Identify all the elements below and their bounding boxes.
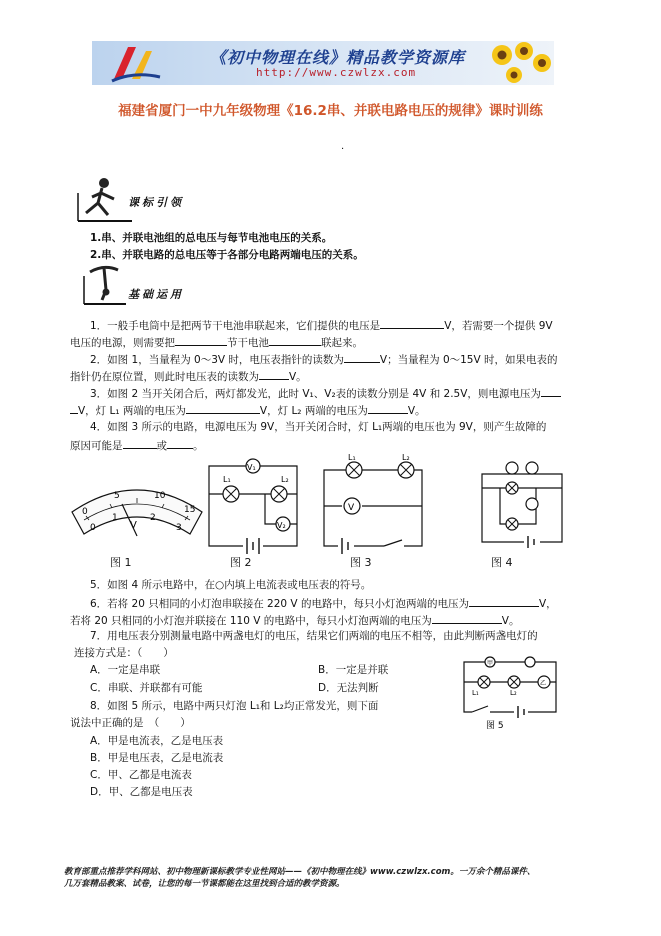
meter-jia-label: 甲 [487, 660, 494, 667]
tick-label: 2 [150, 513, 156, 523]
answer-blank[interactable] [344, 352, 380, 363]
banner-url: http://www.czwlzx.com [256, 66, 417, 79]
footer-line-1: 教育部重点推荐学科网站、初中物理新课标教学专业性网站——《初中物理在线》www.czwlzx.com。一万余个精品课件、 [64, 867, 536, 877]
question-4-line-1: 4．如图 3 所示的电路，电源电压为 9V，当开关闭合时，灯 L₁两端的电压也为 9V，则产生故障的 [90, 421, 547, 433]
question-3-line-1: 3．如图 2 当开关闭合后，两灯都发光，此时 V₁、V₂表的读数分别是 4V 和 2.5V，则电源电压为 [90, 386, 561, 401]
answer-blank[interactable] [167, 438, 193, 449]
meter-yi-label: 乙 [540, 680, 547, 687]
tick-label: 10 [154, 491, 166, 501]
battery-icon [524, 536, 540, 548]
tick-label: 15 [184, 505, 196, 515]
question-8-option-b: B．甲是电压表，乙是电流表 [90, 752, 224, 764]
answer-blank[interactable] [123, 438, 157, 449]
figure-2-caption: 图 2 [230, 556, 252, 569]
gymnast-icon [82, 260, 128, 308]
figure-3-circuit [318, 453, 428, 554]
switch-icon [472, 706, 490, 716]
question-2-line-1: 2．如图 1，当量程为 0～3V 时，电压表指针的读数为 V；当量程为 0～15V 时，如果电表的 [90, 354, 558, 366]
question-6-line-2: 若将 20 只相同的小灯泡并联接在 110 V 的电路中，每只小灯泡两端的电压为 V。 [70, 615, 520, 627]
tick-label: 5 [114, 491, 120, 501]
document-title: 福建省厦门一中九年级物理《16.2串、并联电路电压的规律》课时训练 [118, 103, 543, 119]
figure-1-caption: 图 1 [110, 556, 132, 569]
answer-blank[interactable] [70, 403, 78, 414]
lamp-l1-label: L₁ [223, 475, 231, 484]
question-4-line-2: 原因可能是 或 。 [70, 440, 204, 452]
meter-unit: V [130, 520, 137, 531]
question-7-line-2: 连接方式是：（ ） [74, 647, 174, 659]
lamp-l1-label: L₁ [348, 453, 356, 462]
section-label-kebiao: 课标引领 [128, 196, 184, 209]
figure-1-voltmeter [66, 474, 208, 542]
question-8-line-1: 8．如图 5 所示，电路中两只灯泡 L₁和 L₂均正常发光，则下面 [90, 700, 379, 712]
question-7-option-b: B．一定是并联 [318, 664, 389, 676]
question-7-option-d: D．无法判断 [318, 682, 379, 694]
tick-label: 0 [82, 507, 88, 517]
section-label-jichu: 基础运用 [128, 288, 184, 301]
switch-icon [384, 540, 404, 552]
figure-5-circuit [458, 648, 562, 731]
figure-4-circuit [474, 462, 570, 548]
answer-blank[interactable] [432, 613, 502, 624]
header-banner [92, 41, 554, 85]
answer-blank[interactable] [541, 386, 561, 397]
answer-blank[interactable] [186, 403, 260, 414]
logo-icon [106, 43, 166, 83]
lamp-l2-label: L₂ [510, 689, 517, 697]
figure-4-caption: 图 4 [491, 556, 513, 569]
figure-2-circuit [203, 460, 303, 554]
sunflower-icon [484, 41, 554, 85]
answer-blank[interactable] [380, 318, 444, 329]
answer-blank[interactable] [368, 403, 408, 414]
question-1-line-2: 电压的电源，则需要把 节干电池 联起来。 [70, 337, 363, 349]
meter-v2-label: V₂ [277, 521, 286, 530]
lamp-l2-label: L₂ [402, 453, 410, 462]
answer-blank[interactable] [269, 335, 321, 346]
tick-label: 1 [112, 513, 118, 523]
battery-icon [514, 706, 528, 718]
question-8-option-d: D．甲、乙都是电压表 [90, 786, 193, 798]
answer-blank[interactable] [175, 335, 227, 346]
question-6-line-1: 6．若将 20 只相同的小灯泡串联接在 220 V 的电路中，每只小灯泡两端的电压为 V， [90, 598, 557, 610]
lamp-l1-label: L₁ [472, 689, 479, 697]
banner-title: 《初中物理在线》精品教学资源库 [210, 48, 466, 67]
answer-blank[interactable] [469, 596, 539, 607]
footer-line-2: 几万套精品教案、试卷，让您的每一节课都能在这里找到合适的教学资源。 [64, 879, 345, 889]
question-8-option-c: C．甲、乙都是电流表 [90, 769, 192, 781]
footer [64, 866, 604, 890]
athlete-icon [74, 173, 136, 225]
question-5: 5．如图 4 所示电路中，在○内填上电流表或电压表的符号。 [90, 579, 372, 591]
question-8-line-2: 说法中正确的是 （ ） [70, 717, 191, 729]
tick-label: 3 [176, 523, 182, 533]
battery-icon [243, 538, 263, 554]
question-1-line-1: 1．一般手电筒中是把两节干电池串联起来，它们提供的电压是 V，若需要一个提供 9V [90, 320, 553, 332]
meter-v1-label: V₁ [247, 463, 256, 472]
dot-mark: . [341, 141, 345, 152]
question-7-option-a: A．一定是串联 [90, 664, 161, 676]
objective-2: 2.串、并联电路的总电压等于各部分电路两端电压的关系。 [90, 249, 364, 261]
answer-blank[interactable] [259, 369, 289, 380]
battery-icon [338, 538, 354, 554]
tick-label: 0 [90, 523, 96, 533]
question-7-option-c: C．串联、并联都有可能 [90, 682, 203, 694]
figure-3-caption: 图 3 [350, 556, 372, 569]
lamp-l2-label: L₂ [281, 475, 289, 484]
question-8-option-a: A．甲是电流表，乙是电压表 [90, 735, 224, 747]
question-2-line-2: 指针仍在原位置，则此时电压表的读数为 V。 [70, 371, 307, 383]
figure-5-caption: 图 5 [486, 721, 504, 731]
objective-1: 1.串、并联电池组的总电压与每节电池电压的关系。 [90, 232, 333, 244]
voltmeter-label: V [348, 503, 355, 513]
question-7-line-1: 7．用电压表分别测量电路中两盏电灯的电压，结果它们两端的电压不相等，由此判断两盏电灯的 [90, 630, 538, 642]
question-3-line-2: V，灯 L₁ 两端的电压为 V，灯 L₂ 两端的电压为 V。 [70, 403, 426, 418]
